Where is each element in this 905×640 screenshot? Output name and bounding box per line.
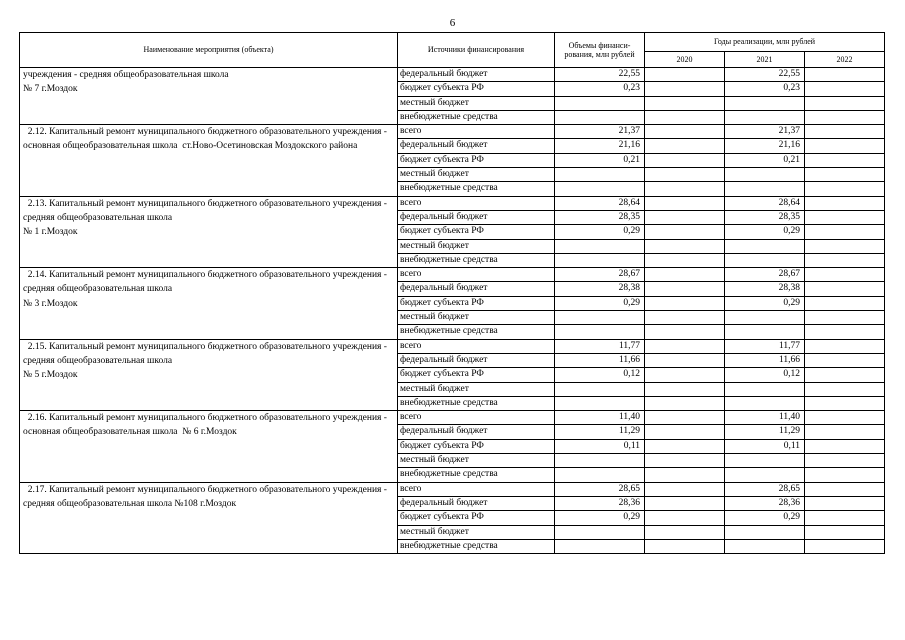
volume-total: 0,11 — [555, 439, 645, 453]
volume-total: 0,12 — [555, 368, 645, 382]
year-2020-value — [645, 68, 725, 82]
year-2022-value — [805, 339, 885, 353]
measure-name: 2.17. Капитальный ремонт муниципального бюджетного образовательного учреждения - средняя общеобразовательная школа №108 г.Моздок — [20, 482, 398, 553]
year-2021-value: 28,36 — [725, 496, 805, 510]
year-2022-value — [805, 482, 885, 496]
volume-total — [555, 539, 645, 553]
year-2021-value — [725, 168, 805, 182]
year-2020-value — [645, 382, 725, 396]
funding-source: бюджет субъекта РФ — [398, 225, 555, 239]
year-2021-value: 0,21 — [725, 153, 805, 167]
volume-total: 28,35 — [555, 210, 645, 224]
year-2020-value — [645, 439, 725, 453]
year-2022-value — [805, 239, 885, 253]
table-row — [20, 339, 885, 353]
year-2021-value: 21,37 — [725, 125, 805, 139]
funding-source: местный бюджет — [398, 311, 555, 325]
year-2020-value — [645, 396, 725, 410]
year-2020-value — [645, 325, 725, 339]
volume-total: 21,37 — [555, 125, 645, 139]
year-2020-value — [645, 225, 725, 239]
funding-source: всего — [398, 339, 555, 353]
funding-source: федеральный бюджет — [398, 139, 555, 153]
table-body — [20, 68, 885, 554]
volume-total: 21,16 — [555, 139, 645, 153]
funding-source: всего — [398, 268, 555, 282]
year-2021-value: 0,29 — [725, 511, 805, 525]
year-2020-value — [645, 496, 725, 510]
year-2020-value — [645, 296, 725, 310]
year-2022-value — [805, 110, 885, 124]
year-2020-value — [645, 539, 725, 553]
year-2021-value: 11,77 — [725, 339, 805, 353]
funding-source: местный бюджет — [398, 454, 555, 468]
volume-total: 11,29 — [555, 425, 645, 439]
header-volume: Объемы финанси-рования, млн рублей — [555, 33, 645, 68]
volume-total — [555, 110, 645, 124]
measure-name: 2.13. Капитальный ремонт муниципального бюджетного образовательного учреждения - средняя общеобразовательная школа № 1 г.Моздок — [20, 196, 398, 267]
year-2022-value — [805, 253, 885, 267]
year-2022-value — [805, 454, 885, 468]
year-2020-value — [645, 425, 725, 439]
year-2020-value — [645, 125, 725, 139]
funding-source: всего — [398, 125, 555, 139]
year-2021-value — [725, 110, 805, 124]
funding-source: бюджет субъекта РФ — [398, 296, 555, 310]
year-2021-value — [725, 539, 805, 553]
year-2020-value — [645, 339, 725, 353]
funding-source: внебюджетные средства — [398, 325, 555, 339]
year-2021-value — [725, 454, 805, 468]
year-2021-value: 0,11 — [725, 439, 805, 453]
header-year-2021: 2021 — [725, 52, 805, 68]
volume-total: 0,29 — [555, 296, 645, 310]
year-2021-value — [725, 396, 805, 410]
year-2022-value — [805, 282, 885, 296]
volume-total — [555, 253, 645, 267]
funding-source: внебюджетные средства — [398, 253, 555, 267]
year-2020-value — [645, 411, 725, 425]
year-2022-value — [805, 496, 885, 510]
year-2022-value — [805, 268, 885, 282]
header-source: Источники финансирования — [398, 33, 555, 68]
volume-total — [555, 311, 645, 325]
table-header — [20, 33, 885, 68]
year-2020-value — [645, 210, 725, 224]
year-2022-value — [805, 196, 885, 210]
year-2022-value — [805, 411, 885, 425]
year-2020-value — [645, 454, 725, 468]
year-2020-value — [645, 311, 725, 325]
year-2022-value — [805, 296, 885, 310]
year-2022-value — [805, 325, 885, 339]
funding-source: местный бюджет — [398, 96, 555, 110]
funding-source: всего — [398, 482, 555, 496]
year-2021-value: 11,29 — [725, 425, 805, 439]
year-2021-value: 0,23 — [725, 82, 805, 96]
table-row — [20, 268, 885, 282]
year-2021-value — [725, 182, 805, 196]
year-2020-value — [645, 282, 725, 296]
funding-source: федеральный бюджет — [398, 68, 555, 82]
funding-source: бюджет субъекта РФ — [398, 439, 555, 453]
year-2022-value — [805, 182, 885, 196]
funding-source: всего — [398, 196, 555, 210]
funding-source: федеральный бюджет — [398, 425, 555, 439]
year-2022-value — [805, 382, 885, 396]
year-2021-value: 0,29 — [725, 296, 805, 310]
year-2020-value — [645, 468, 725, 482]
volume-total: 28,67 — [555, 268, 645, 282]
volume-total: 0,21 — [555, 153, 645, 167]
funding-source: бюджет субъекта РФ — [398, 368, 555, 382]
year-2022-value — [805, 525, 885, 539]
year-2021-value — [725, 525, 805, 539]
year-2020-value — [645, 196, 725, 210]
volume-total: 28,36 — [555, 496, 645, 510]
volume-total: 11,66 — [555, 353, 645, 367]
year-2020-value — [645, 511, 725, 525]
year-2022-value — [805, 425, 885, 439]
header-year-2020: 2020 — [645, 52, 725, 68]
volume-total — [555, 525, 645, 539]
volume-total: 28,38 — [555, 282, 645, 296]
funding-source: бюджет субъекта РФ — [398, 511, 555, 525]
funding-source: внебюджетные средства — [398, 539, 555, 553]
volume-total: 11,40 — [555, 411, 645, 425]
table-row — [20, 196, 885, 210]
year-2020-value — [645, 525, 725, 539]
year-2021-value: 11,40 — [725, 411, 805, 425]
funding-source: внебюджетные средства — [398, 182, 555, 196]
year-2021-value: 11,66 — [725, 353, 805, 367]
year-2020-value — [645, 96, 725, 110]
year-2021-value: 0,12 — [725, 368, 805, 382]
funding-source: местный бюджет — [398, 382, 555, 396]
volume-total — [555, 382, 645, 396]
volume-total: 0,29 — [555, 225, 645, 239]
year-2022-value — [805, 225, 885, 239]
volume-total: 11,77 — [555, 339, 645, 353]
volume-total: 22,55 — [555, 68, 645, 82]
measure-name: 2.14. Капитальный ремонт муниципального бюджетного образовательного учреждения - средняя общеобразовательная школа № 3 г.Моздок — [20, 268, 398, 339]
year-2021-value — [725, 253, 805, 267]
year-2021-value — [725, 382, 805, 396]
funding-source: федеральный бюджет — [398, 353, 555, 367]
funding-source: внебюджетные средства — [398, 110, 555, 124]
year-2021-value — [725, 311, 805, 325]
year-2021-value — [725, 325, 805, 339]
year-2021-value — [725, 468, 805, 482]
year-2022-value — [805, 96, 885, 110]
table-row — [20, 125, 885, 139]
funding-source: федеральный бюджет — [398, 496, 555, 510]
header-year-2022: 2022 — [805, 52, 885, 68]
volume-total: 0,29 — [555, 511, 645, 525]
year-2022-value — [805, 439, 885, 453]
table-row — [20, 482, 885, 496]
year-2022-value — [805, 396, 885, 410]
year-2020-value — [645, 110, 725, 124]
year-2022-value — [805, 368, 885, 382]
year-2022-value — [805, 353, 885, 367]
year-2021-value: 28,67 — [725, 268, 805, 282]
year-2022-value — [805, 468, 885, 482]
page-number: 6 — [449, 17, 456, 29]
volume-total — [555, 239, 645, 253]
header-name: Наименование мероприятия (объекта) — [20, 33, 398, 68]
year-2020-value — [645, 182, 725, 196]
table-row — [20, 411, 885, 425]
funding-source: всего — [398, 411, 555, 425]
financing-table — [19, 32, 885, 554]
funding-source: местный бюджет — [398, 525, 555, 539]
funding-source: местный бюджет — [398, 168, 555, 182]
table-row — [20, 68, 885, 82]
year-2021-value: 0,29 — [725, 225, 805, 239]
year-2020-value — [645, 153, 725, 167]
funding-source: местный бюджет — [398, 239, 555, 253]
year-2021-value: 22,55 — [725, 68, 805, 82]
year-2020-value — [645, 368, 725, 382]
measure-name: 2.15. Капитальный ремонт муниципального бюджетного образовательного учреждения - средняя общеобразовательная школа № 5 г.Моздок — [20, 339, 398, 410]
year-2021-value: 28,38 — [725, 282, 805, 296]
year-2022-value — [805, 153, 885, 167]
year-2022-value — [805, 125, 885, 139]
year-2022-value — [805, 68, 885, 82]
year-2020-value — [645, 239, 725, 253]
year-2022-value — [805, 511, 885, 525]
year-2022-value — [805, 139, 885, 153]
funding-source: внебюджетные средства — [398, 468, 555, 482]
funding-source: бюджет субъекта РФ — [398, 153, 555, 167]
year-2021-value — [725, 239, 805, 253]
year-2022-value — [805, 82, 885, 96]
funding-source: внебюджетные средства — [398, 396, 555, 410]
volume-total — [555, 325, 645, 339]
measure-name: учреждения - средняя общеобразовательная школа № 7 г.Моздок — [20, 68, 398, 125]
year-2020-value — [645, 353, 725, 367]
volume-total: 28,64 — [555, 196, 645, 210]
year-2020-value — [645, 482, 725, 496]
year-2022-value — [805, 311, 885, 325]
year-2020-value — [645, 253, 725, 267]
volume-total — [555, 96, 645, 110]
measure-name: 2.16. Капитальный ремонт муниципального бюджетного образовательного учреждения - основная общеобразовательная школа № 6 г.Моздок — [20, 411, 398, 482]
volume-total — [555, 168, 645, 182]
volume-total — [555, 468, 645, 482]
volume-total — [555, 182, 645, 196]
year-2022-value — [805, 210, 885, 224]
year-2021-value: 21,16 — [725, 139, 805, 153]
volume-total: 28,65 — [555, 482, 645, 496]
funding-source: бюджет субъекта РФ — [398, 82, 555, 96]
measure-name: 2.12. Капитальный ремонт муниципального бюджетного образовательного учреждения - основная общеобразовательная школа ст.Ново-Осетиновская Моздокского района — [20, 125, 398, 196]
year-2020-value — [645, 139, 725, 153]
year-2021-value: 28,64 — [725, 196, 805, 210]
year-2020-value — [645, 168, 725, 182]
year-2021-value — [725, 96, 805, 110]
header-years: Годы реализации, млн рублей — [645, 33, 885, 52]
volume-total: 0,23 — [555, 82, 645, 96]
year-2022-value — [805, 168, 885, 182]
year-2021-value: 28,35 — [725, 210, 805, 224]
volume-total — [555, 454, 645, 468]
year-2020-value — [645, 82, 725, 96]
year-2022-value — [805, 539, 885, 553]
funding-source: федеральный бюджет — [398, 210, 555, 224]
volume-total — [555, 396, 645, 410]
year-2021-value: 28,65 — [725, 482, 805, 496]
year-2020-value — [645, 268, 725, 282]
funding-source: федеральный бюджет — [398, 282, 555, 296]
